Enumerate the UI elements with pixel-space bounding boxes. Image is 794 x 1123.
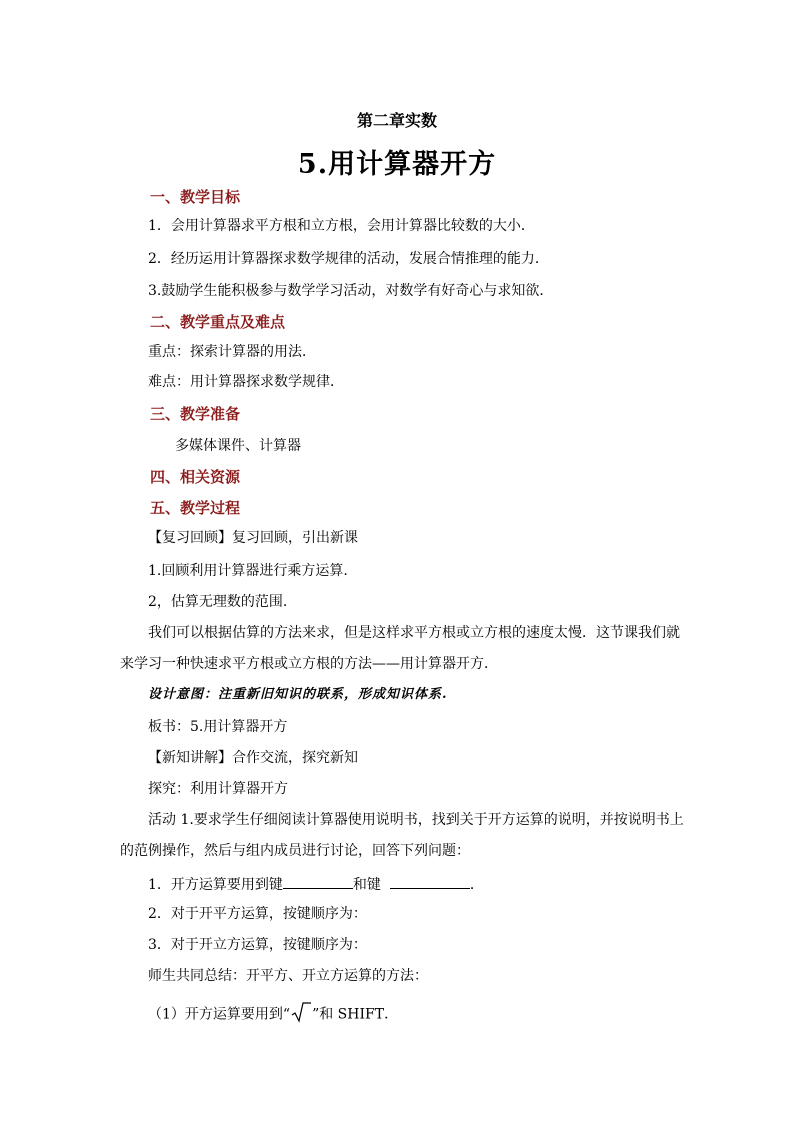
goal-item-3: 3.鼓励学生能积极参与数学学习活动，对数学有好奇心与求知欲．	[148, 283, 554, 299]
goal-item-2: 2．经历运用计算器探求数学规律的活动，发展合情推理的能力．	[148, 251, 549, 267]
key-point-difficulty: 难点：用计算器探求数学规律．	[148, 374, 344, 390]
question-1	[148, 874, 484, 894]
section-heading-process: 五、教学过程	[150, 499, 241, 517]
review-item-2: 2，估算无理数的范围.	[148, 594, 288, 610]
square-root-icon	[290, 1001, 312, 1028]
preparation-text: 多媒体课件、计算器	[175, 438, 301, 454]
new-knowledge-tag: 【新知讲解】合作交流，探究新知	[148, 750, 358, 766]
question-3: 3．对于开立方运算，按键顺序为：	[148, 937, 367, 953]
rule-line	[148, 1001, 398, 1028]
goal-item-1: 1．会用计算器求平方根和立方根，会用计算器比较数的大小．	[148, 218, 535, 234]
explore-heading: 探究：利用计算器开方	[148, 781, 288, 797]
question-2: 2．对于开平方运算，按键顺序为：	[148, 906, 367, 922]
section-heading-resources: 四、相关资源	[150, 468, 241, 486]
key-point-focus: 重点：探索计算器的用法．	[148, 344, 316, 360]
rule-suffix: ”和 SHIFT．	[312, 1006, 399, 1023]
board-note: 板书：5.用计算器开方	[148, 719, 288, 735]
activity-line-2: 的范例操作，然后与组内成员进行讨论，回答下列问题：	[120, 843, 470, 859]
rule-prefix: （1）开方运算要用到“	[148, 1006, 291, 1023]
section-heading-preparation: 三、教学准备	[150, 405, 241, 423]
section-heading-key-points: 二、教学重点及难点	[150, 313, 286, 331]
question-1-mid: 和键	[352, 877, 381, 893]
review-tag: 【复习回顾】复习回顾，引出新课	[148, 530, 358, 546]
summary-line: 师生共同总结：开平方、开立方运算的方法：	[148, 968, 428, 984]
question-1-prefix: 1．开方运算要用到键	[148, 877, 283, 893]
paragraph-line-1: 我们可以根据估算的方法来求，但是这样求平方根或立方根的速度太慢．这节课我们就	[148, 625, 680, 641]
answer-blank-1[interactable]	[283, 874, 353, 889]
paragraph-line-2: 来学习一种快速求平方根或立方根的方法——用计算器开方．	[120, 656, 498, 672]
question-1-end: ．	[469, 877, 484, 893]
answer-blank-2[interactable]	[390, 874, 470, 889]
review-item-1: 1.回顾利用计算器进行乘方运算.	[148, 563, 348, 579]
chapter-heading: 第二章实数	[356, 111, 437, 130]
activity-line-1: 活动 1.要求学生仔细阅读计算器使用说明书，找到关于开方运算的说明，并按说明书上	[148, 812, 684, 828]
design-intent: 设计意图：注重新旧知识的联系，形成知识体系.	[148, 687, 448, 702]
section-heading-goals: 一、教学目标	[150, 188, 241, 206]
lesson-title: 5.用计算器开方	[297, 149, 497, 180]
